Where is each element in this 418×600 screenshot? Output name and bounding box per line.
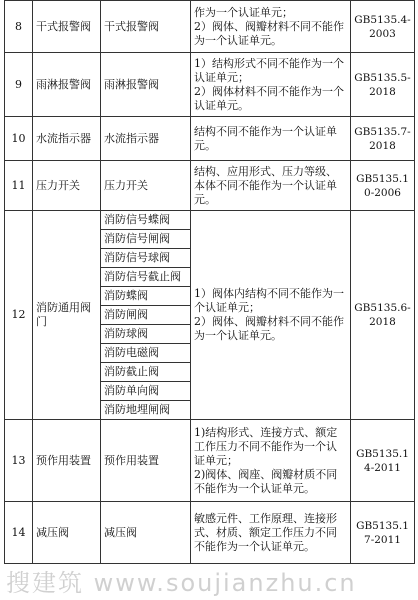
standard-code: GB5135.17-2011: [351, 502, 415, 564]
table-row: [5, 1, 415, 53]
site-watermark: 搜建筑 www.soujianzhu.cn: [6, 569, 357, 597]
product-category: 预作用装置: [33, 420, 101, 502]
product-name: 压力开关: [101, 161, 191, 211]
row-number: 8: [5, 1, 33, 53]
row-number: 12: [5, 211, 33, 420]
unit-division-rule: 1)结构形式、连接方式、额定工作压力不同不能作为一个认证单元； 2)阀体、阀座、阀瓣材质不同不能作为一个认证单元。: [191, 420, 351, 502]
product-name: 干式报警阀: [101, 1, 191, 53]
product-name: 消防单向阀: [101, 382, 191, 401]
unit-division-rule: 结构不同不能作为一个认证单元。: [191, 117, 351, 161]
standard-code: GB5135.5-2018: [351, 53, 415, 117]
unit-division-rule: 作为一个认证单元； 2）阀体、阀瓣材料不同不能作为一个认证单元。: [191, 1, 351, 53]
product-category: 水流指示器: [33, 117, 101, 161]
standard-code: GB5135.6-2018: [351, 211, 415, 420]
row-number: 11: [5, 161, 33, 211]
table-row: [5, 211, 415, 230]
product-name: 消防信号截止阀: [101, 268, 191, 287]
product-name: 消防闸阀: [101, 306, 191, 325]
unit-division-rule: 1）阀体内结构不同不能作为一个认证单元； 2）阀体、阀瓣材料不同不能作为一个认证单元。: [191, 211, 351, 420]
product-name: 消防电磁阀: [101, 344, 191, 363]
table-row: [5, 161, 415, 211]
table-row: [5, 420, 415, 502]
product-category: 雨淋报警阀: [33, 53, 101, 117]
standard-code: GB5135.10-2006: [351, 161, 415, 211]
product-category: 干式报警阀: [33, 1, 101, 53]
standard-code: GB5135.4-2003: [351, 1, 415, 53]
unit-division-rule: 敏感元件、工作原理、连接形式、材质、额定工作压力不同不能作为一个认证单元。: [191, 502, 351, 564]
product-category: 减压阀: [33, 502, 101, 564]
unit-division-rule: 1）结构形式不同不能作为一个认证单元； 2）阀体材料不同不能作为一个认证单元。: [191, 53, 351, 117]
product-name: 消防信号蝶阀: [101, 211, 191, 230]
product-name: 预作用装置: [101, 420, 191, 502]
table-row: [5, 502, 415, 564]
product-name: 消防信号球阀: [101, 249, 191, 268]
product-name: 消防地埋闸阀: [101, 401, 191, 420]
certification-unit-table: [4, 0, 415, 564]
product-name: 消防截止阀: [101, 363, 191, 382]
product-name: 消防蝶阀: [101, 287, 191, 306]
product-category: 压力开关: [33, 161, 101, 211]
standard-code: GB5135.14-2011: [351, 420, 415, 502]
product-name: 减压阀: [101, 502, 191, 564]
table-row: [5, 53, 415, 117]
product-name: 水流指示器: [101, 117, 191, 161]
standard-code: GB5135.7-2018: [351, 117, 415, 161]
product-name: 消防信号闸阀: [101, 230, 191, 249]
table-row: [5, 117, 415, 161]
unit-division-rule: 结构、应用形式、压力等级、本体不同不能作为一个认证单元。: [191, 161, 351, 211]
row-number: 9: [5, 53, 33, 117]
row-number: 13: [5, 420, 33, 502]
row-number: 14: [5, 502, 33, 564]
product-category: 消防通用阀门: [33, 211, 101, 420]
row-number: 10: [5, 117, 33, 161]
product-name: 雨淋报警阀: [101, 53, 191, 117]
product-name: 消防球阀: [101, 325, 191, 344]
